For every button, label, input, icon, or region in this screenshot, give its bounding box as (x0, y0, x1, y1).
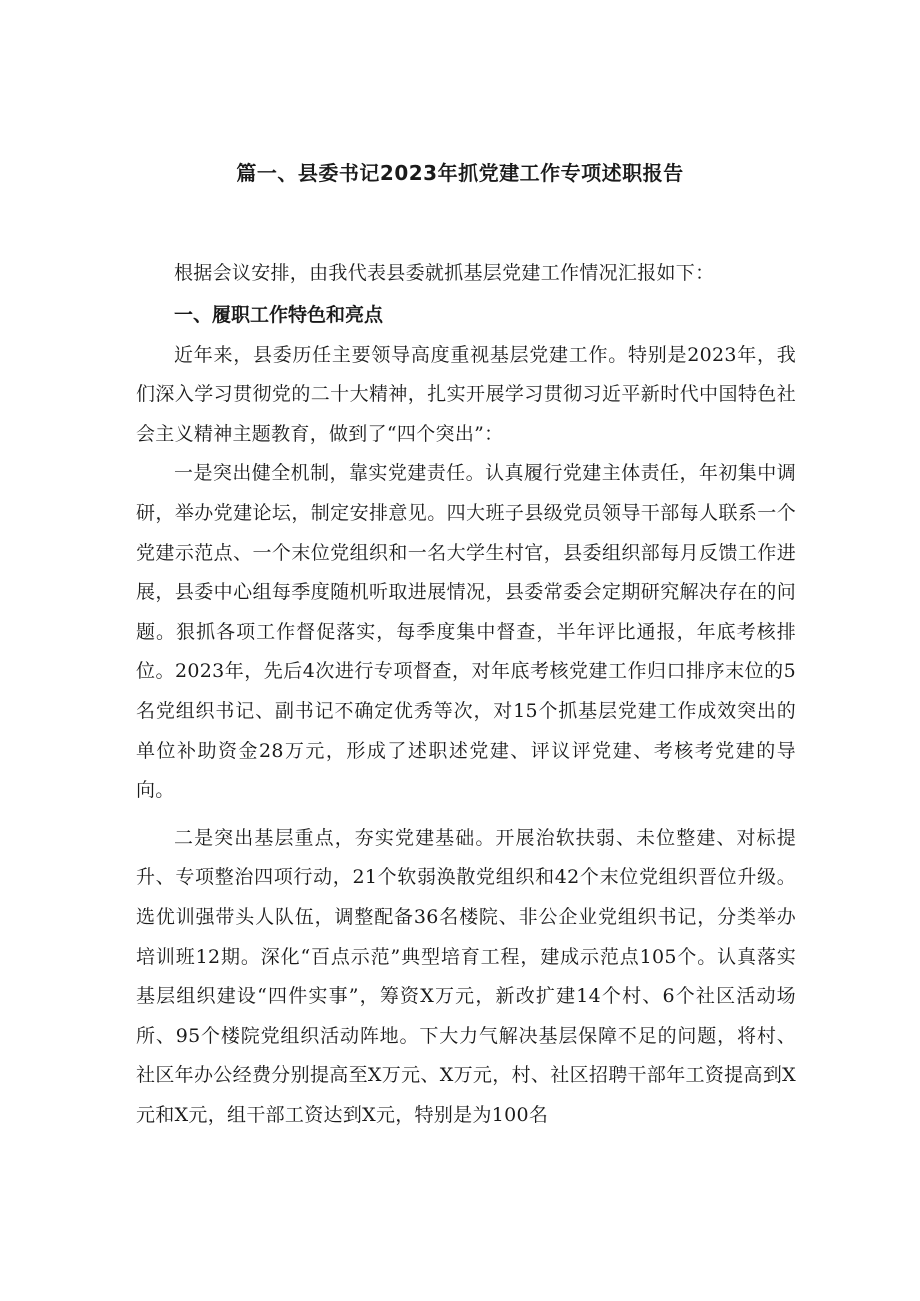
document-title: 篇一、县委书记2023年抓党建工作专项述职报告 (236, 161, 684, 185)
intro-paragraph: 根据会议安排，由我代表县委就抓基层党建工作情况汇报如下： (174, 262, 715, 284)
document-body (136, 254, 796, 1135)
paragraph-gap (136, 811, 796, 819)
body-paragraph: 二是突出基层重点，夯实党建基础。开展治软扶弱、未位整建、对标提升、专项整治四项行动，21个软弱涣散党组织和42个末位党组织晋位升级。选优训强带头人队伍，调整配备36名楼院、非公企业党组织书记，分类举办培训班12期。深化“百点示范”典型培育工程，建成示范点105个。认真落实基层组织建设“四件实事”，筹资X万元，新改扩建14个村、6个社区活动场所、95个楼院党组织活动阵地。下大力气解决基层保障不足的问题，将村、社区年办公经费分别提高至X万元、X万元，村、社区招聘干部年工资提高到X元和X元，组干部工资达到X元，特别是为100名 (136, 826, 796, 1126)
section-heading: 一、履职工作特色和亮点 (174, 303, 384, 326)
body-paragraph: 一是突出健全机制，靠实党建责任。认真履行党建主体责任，年初集中调研，举办党建论坛，制定安排意见。四大班子县级党员领导干部每人联系一个党建示范点、一个末位党组织和一名大学生村官，县委组织部每月反馈工作进展，县委中心组每季度随机听取进展情况，县委常委会定期研究解决存在的问题。狠抓各项工作督促落实，每季度集中督查，半年评比通报，年底考核排位。2023年，先后4次进行专项督查，对年底考核党建工作归口排序末位的5名党组织书记、副书记不确定优秀等次，对15个抓基层党建工作成效突出的单位补助资金28万元，形成了述职述党建、评议评党建、考核考党建的导向。 (136, 462, 796, 802)
body-paragraph: 近年来，县委历任主要领导高度重视基层党建工作。特别是2023年，我们深入学习贯彻党的二十大精神，扎实开展学习贯彻习近平新时代中国特色社会主义精神主题教育，做到了“四个突出”： (136, 343, 796, 445)
